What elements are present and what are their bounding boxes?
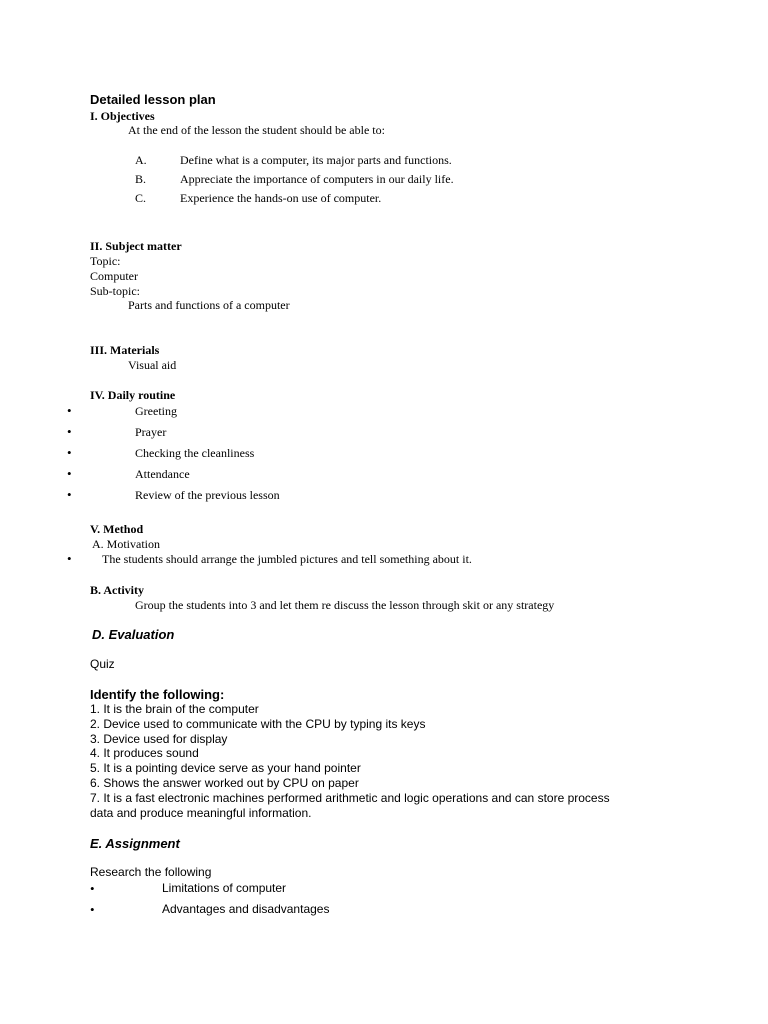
quiz-item: 1. It is the brain of the computer [90,702,259,716]
routine-item: Prayer [135,425,167,439]
routine-item: Greeting [135,404,177,418]
quiz-item-continued: data and produce meaningful information. [90,806,312,820]
assignment-item: Advantages and disadvantages [162,902,330,916]
activity-heading: B. Activity [90,583,144,597]
topic-value: Computer [90,269,138,283]
assignment-intro: Research the following [90,865,212,879]
method-heading: V. Method [90,522,144,536]
objectives-intro: At the end of the lesson the student should be able to: [128,123,385,137]
identify-heading: Identify the following: [90,687,225,702]
daily-routine-heading: IV. Daily routine [90,388,176,402]
quiz-label: Quiz [90,657,115,671]
bullet-icon: • [67,403,72,418]
motivation-label: A. Motivation [92,537,160,551]
subject-matter-heading: II. Subject matter [90,239,182,253]
quiz-item: 2. Device used to communicate with the CPU by typing its keys [90,717,426,731]
materials-heading: III. Materials [90,343,160,357]
objective-text-c: Experience the hands-on use of computer. [180,191,382,205]
topic-label: Topic: [90,254,121,268]
materials-item: Visual aid [128,358,177,372]
quiz-item: 3. Device used for display [90,732,228,746]
objective-letter-b: B. [135,172,147,186]
motivation-text: The students should arrange the jumbled pictures and tell something about it. [102,552,472,566]
routine-item: Checking the cleanliness [135,446,255,460]
bullet-icon: • [67,551,72,566]
bullet-icon: • [67,445,72,460]
quiz-item: 5. It is a pointing device serve as your hand pointer [90,761,361,775]
objectives-heading: I. Objectives [90,109,155,123]
subtopic-value: Parts and functions of a computer [128,298,290,312]
quiz-item: 4. It produces sound [90,746,199,760]
quiz-item: 7. It is a fast electronic machines performed arithmetic and logic operations and can store process [90,791,610,805]
bullet-icon: • [67,487,72,502]
evaluation-heading: D. Evaluation [92,627,175,642]
bullet-icon: • [67,466,72,481]
assignment-heading: E. Assignment [90,836,180,851]
subtopic-label: Sub-topic: [90,284,140,298]
quiz-item: 6. Shows the answer worked out by CPU on paper [90,776,359,790]
objective-letter-c: C. [135,191,147,205]
activity-text: Group the students into 3 and let them re discuss the lesson through skit or any strategy [135,598,555,612]
assignment-item: Limitations of computer [162,881,287,895]
bullet-icon: • [67,424,72,439]
bullet-icon: • [90,881,95,896]
page-title: Detailed lesson plan [90,92,216,107]
objective-text-a: Define what is a computer, its major parts and functions. [180,153,452,167]
routine-item: Review of the previous lesson [135,488,280,502]
objective-text-b: Appreciate the importance of computers in our daily life. [180,172,454,186]
bullet-icon: • [90,902,95,917]
objective-letter-a: A. [135,153,147,167]
routine-item: Attendance [135,467,190,481]
